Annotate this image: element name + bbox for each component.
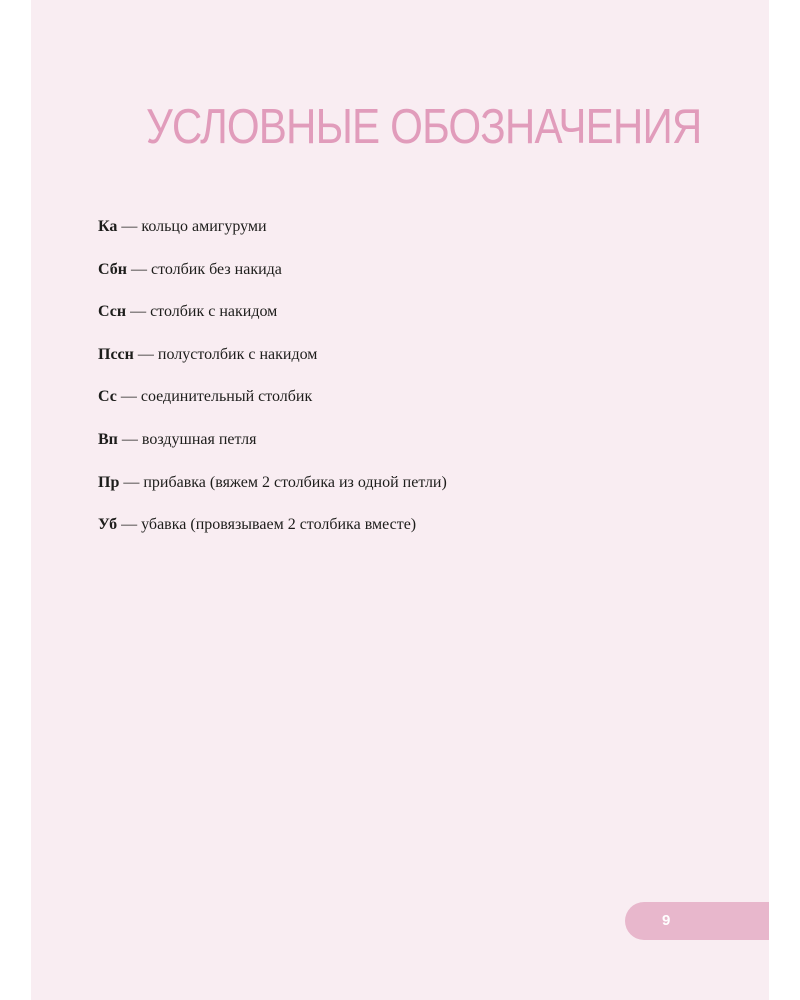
legend-description: — убавка (провязываем 2 столбика вместе) bbox=[117, 516, 417, 534]
legend-item-pr bbox=[98, 470, 447, 513]
legend-abbreviation: Пр bbox=[98, 473, 120, 491]
book-page bbox=[31, 0, 769, 1000]
legend-description: — прибавка (вяжем 2 столбика из одной петли) bbox=[119, 473, 447, 491]
legend-abbreviation: Пссн bbox=[98, 345, 134, 363]
legend-item-vp bbox=[98, 427, 447, 470]
legend-abbreviation: Вп bbox=[98, 430, 118, 448]
legend-description: — кольцо амигуруми bbox=[117, 218, 267, 235]
legend-abbreviation: Ка bbox=[98, 218, 118, 235]
legend-item-ssn bbox=[98, 299, 447, 342]
legend-description: — столбик с накидом bbox=[126, 303, 278, 321]
legend-item-sbn bbox=[98, 257, 447, 300]
page-title: УСЛОВНЫЕ ОБОЗНАЧЕНИЯ bbox=[146, 100, 702, 154]
legend-abbreviation: Сс bbox=[98, 388, 117, 406]
legend-description: — полустолбик с накидом bbox=[133, 345, 318, 363]
legend-item-ub bbox=[98, 512, 447, 555]
legend-item-ss bbox=[98, 384, 447, 427]
legend-description: — соединительный столбик bbox=[116, 388, 313, 406]
legend-description: — столбик без накида bbox=[126, 260, 282, 278]
legend-item-pssn bbox=[98, 342, 447, 385]
page-number-tab bbox=[625, 902, 769, 940]
legend-abbreviation: Ссн bbox=[98, 303, 127, 321]
legend-description: — воздушная петля bbox=[117, 430, 257, 448]
legend-item-ka bbox=[98, 214, 447, 257]
page-number: 9 bbox=[662, 912, 671, 929]
legend-abbreviation: Уб bbox=[98, 516, 118, 534]
legend-abbreviation: Сбн bbox=[98, 260, 127, 278]
abbreviation-legend bbox=[98, 214, 447, 555]
